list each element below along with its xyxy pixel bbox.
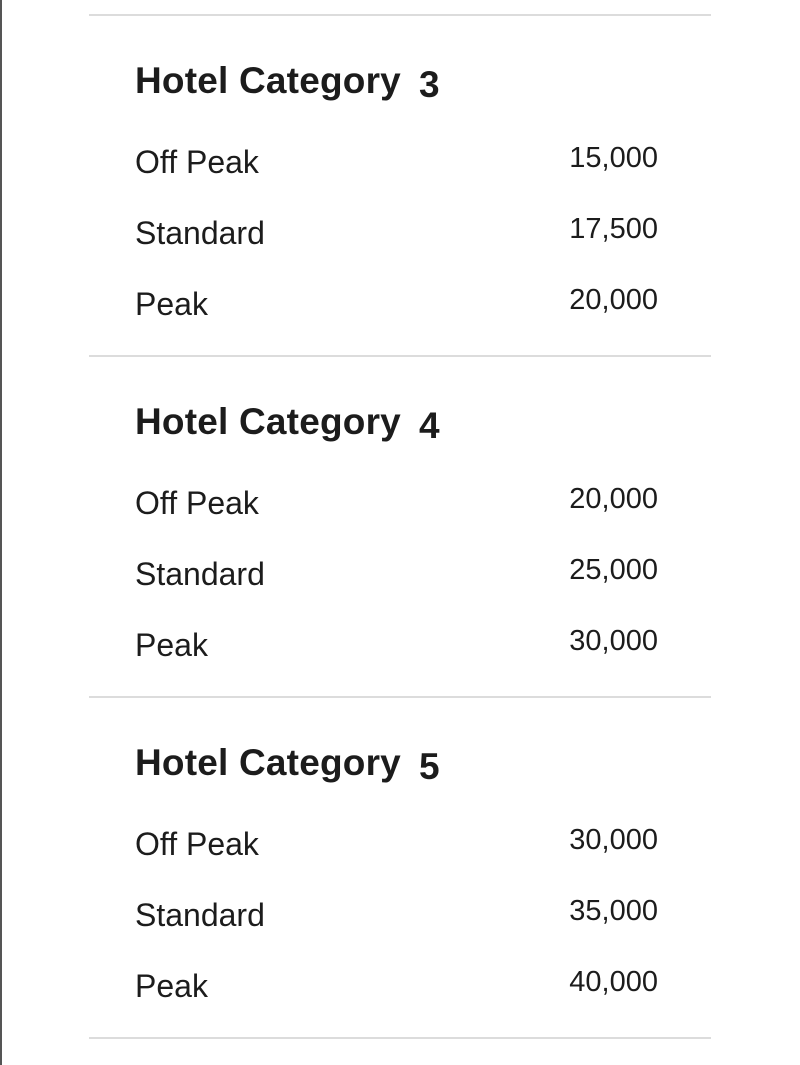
category-section-5	[89, 698, 711, 1037]
category-title-text: Hotel Category	[135, 60, 401, 101]
points-value: 25,000	[569, 554, 658, 586]
season-label: Peak	[135, 627, 208, 663]
points-value: 20,000	[569, 483, 658, 515]
season-label: Standard	[135, 556, 265, 592]
points-row-peak	[135, 968, 658, 1008]
points-row-peak	[135, 627, 658, 667]
category-title	[135, 742, 440, 787]
category-section-4	[89, 357, 711, 696]
points-value: 20,000	[569, 284, 658, 316]
category-section-3	[89, 16, 711, 355]
hotel-category-list	[89, 14, 711, 1039]
category-number: 3	[418, 64, 440, 105]
points-row-standard	[135, 897, 658, 937]
points-value: 15,000	[569, 142, 658, 174]
category-title-text: Hotel Category	[135, 742, 401, 783]
category-title-text: Hotel Category	[135, 401, 401, 442]
points-row-off-peak	[135, 485, 658, 525]
points-row-off-peak	[135, 826, 658, 866]
category-number: 4	[418, 405, 440, 446]
season-label: Standard	[135, 215, 265, 251]
points-value: 35,000	[569, 895, 658, 927]
divider	[89, 1037, 711, 1039]
points-row-peak	[135, 286, 658, 326]
window-edge-line	[0, 0, 2, 1065]
season-label: Off Peak	[135, 826, 259, 862]
season-label: Standard	[135, 897, 265, 933]
points-value: 40,000	[569, 966, 658, 998]
category-title	[135, 60, 440, 105]
category-title	[135, 401, 440, 446]
points-value: 30,000	[569, 625, 658, 657]
points-row-off-peak	[135, 144, 658, 184]
points-value: 30,000	[569, 824, 658, 856]
season-label: Peak	[135, 968, 208, 1004]
season-label: Peak	[135, 286, 208, 322]
points-row-standard	[135, 556, 658, 596]
category-number: 5	[418, 746, 440, 787]
season-label: Off Peak	[135, 485, 259, 521]
season-label: Off Peak	[135, 144, 259, 180]
points-value: 17,500	[569, 213, 658, 245]
points-row-standard	[135, 215, 658, 255]
